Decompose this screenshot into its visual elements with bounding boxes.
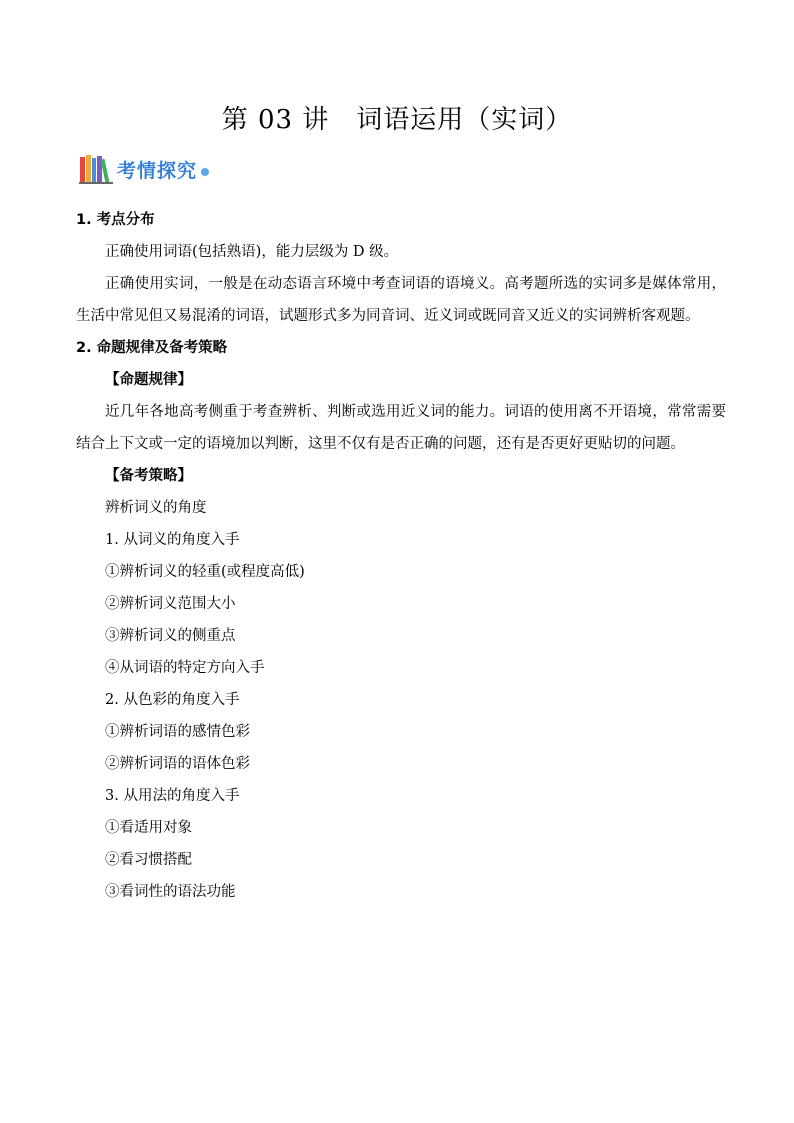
document-body [76, 204, 726, 908]
rule-label: 【命题规律】 [105, 372, 192, 388]
rule-text: 近几年各地高考侧重于考查辨析、判断或选用近义词的能力。词语的使用离不开语境，常常需要结合上下文或一定的语境加以判断，这里不仅有是否正确的问题，还有是否更好更贴切的问题。 [76, 404, 726, 452]
list-item: ③看词性的语法功能 [105, 884, 236, 900]
list-item: ②看习惯搭配 [105, 852, 192, 868]
page-title: 第 03 讲 词语运用（实词） [221, 105, 573, 135]
books-icon [79, 153, 115, 185]
list-item: 3. 从用法的角度入手 [105, 788, 240, 804]
list-item: ①辨析词义的轻重(或程度高低) [105, 564, 305, 580]
section1-para1: 正确使用词语(包括熟语)，能力层级为 D 级。 [105, 244, 399, 260]
dot-icon [201, 168, 209, 176]
section2-heading: 2. 命题规律及备考策略 [76, 340, 228, 356]
list-item: ②辨析词语的语体色彩 [105, 756, 250, 772]
strategy-label: 【备考策略】 [105, 468, 192, 484]
banner-label: 考情探究 [117, 159, 198, 182]
list-item: 2. 从色彩的角度入手 [105, 692, 240, 708]
list-item: 1. 从词义的角度入手 [105, 532, 240, 548]
section1-para2: 正确使用实词，一般是在动态语言环境中考查词语的语境义。高考题所选的实词多是媒体常用，生活中常见但又易混淆的词语，试题形式多为同音词、近义词或既同音又近义的实词辨析客观题。 [76, 276, 726, 324]
list-item: ①看适用对象 [105, 820, 192, 836]
section1-heading: 1. 考点分布 [76, 212, 155, 228]
list-item: 辨析词义的角度 [105, 500, 207, 516]
list-item: ③辨析词义的侧重点 [105, 628, 236, 644]
list-item: ①辨析词语的感情色彩 [105, 724, 250, 740]
strategy-list [76, 492, 726, 908]
list-item: ④从词语的特定方向入手 [105, 660, 265, 676]
section-banner [79, 152, 209, 186]
list-item: ②辨析词义范围大小 [105, 596, 236, 612]
